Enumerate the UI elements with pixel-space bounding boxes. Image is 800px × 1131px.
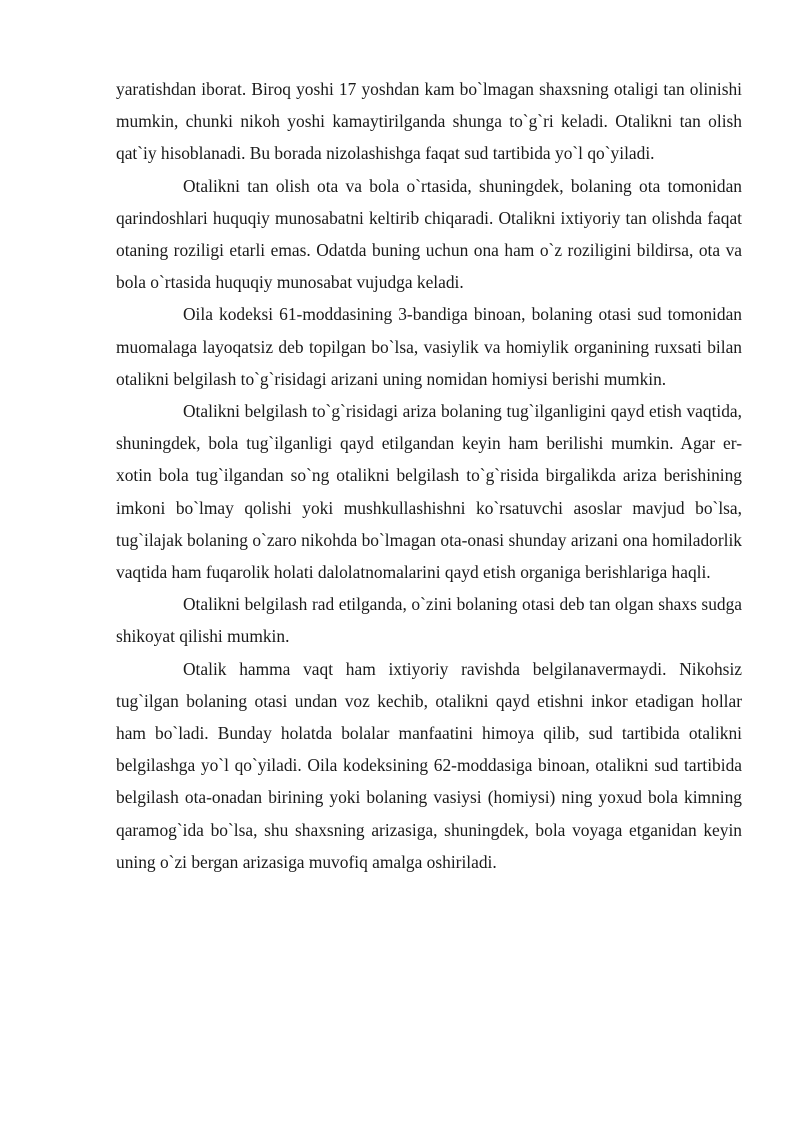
paragraph-application-timing: Otalikni belgilash to`g`risidagi ariza bolaning tug`ilganligini qayd etish vaqtida, shuningdek, bola tug`ilganligi qayd etilgandan keyin ham berilishi mumkin. Agar er- xotin bola tug`ilgandan so`ng otalikni belgilash to`g`risida birgalikda ariza berishining imkoni bo`lmay qolishi yoki mushkullashishni ko`rsatuvchi asoslar mavjud bo`lsa, tug`ilajak bolaning o`zaro nikohda bo`lmagan ota-onasi shunday arizani ona homiladorlik vaqtida ham fuqarolik holati dalolatnomalarini qayd etish organiga berishlariga haqli. (116, 401, 742, 583)
paragraph-article-61: Oila kodeksi 61-moddasining 3-bandiga binoan, bolaning otasi sud tomonidan muomalaga layoqatsiz deb topilgan bo`lsa, vasiylik va homiylik organining ruxsati bilan otalikni belgilash to`g`risidagi arizani uning nomidan homiysi berishi mumkin. (116, 304, 742, 389)
paragraph-refusal-complaint: Otalikni belgilash rad etilganda, o`zini bolaning otasi deb tan olgan shaxs sudga shikoyat qilishi mumkin. (116, 594, 742, 647)
document-page (116, 73, 742, 878)
paragraph-paternity-recognition: Otalikni tan olish ota va bola o`rtasida, shuningdek, bolaning ota tomonidan qarindoshlari huquqiy munosabatni keltirib chiqaradi. Otalikni ixtiyoriy tan olishda faqat otaning roziligi etarli emas. Odatda buning uchun ona ham o`z roziligini bildirsa, ota va bola o`rtasida huquqiy munosabat vujudga keladi. (116, 175, 742, 293)
paragraph-continuation: yaratishdan iborat. Biroq yoshi 17 yoshdan kam bo`lmagan shaxsning otaligi tan olinishi mumkin, chunki nikoh yoshi kamaytirilganda shunga to`g`ri keladi. Otalikni tan olish qat`iy hisoblanadi. Bu borada nizolashishga faqat sud tartibida yo`l qo`yiladi. (116, 79, 742, 164)
paragraph-court-establishment: Otalik hamma vaqt ham ixtiyoriy ravishda belgilanavermaydi. Nikohsiz tug`ilgan bolaning otasi undan voz kechib, otalikni qayd etishni inkor etadigan hollar ham bo`ladi. Bunday holatda bolalar manfaatini himoya qilib, sud tartibida otalikni belgilashga yo`l qo`yiladi. Oila kodeksining 62-moddasiga binoan, otalikni sud tartibida belgilash ota-onadan birining yoki bolaning vasiysi (homiysi) ning yoxud bola kimning qaramog`ida bo`lsa, shu shaxsning arizasiga, shuningdek, bola voyaga etganidan keyin uning o`zi bergan arizasiga muvofiq amalga oshiriladi. (116, 658, 742, 872)
